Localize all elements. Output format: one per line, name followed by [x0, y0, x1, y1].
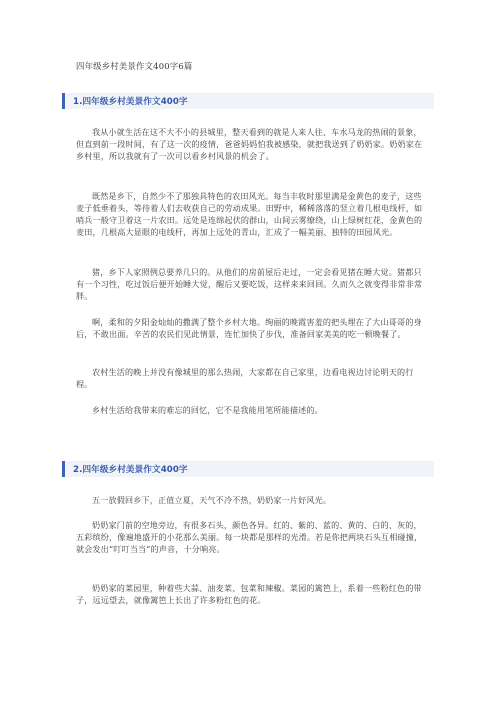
section-heading-2 — [62, 461, 434, 477]
section-heading-text: 2.四年级乡村美景作文400字 — [73, 465, 188, 475]
paragraph: 我从小就生活在这不大不小的县城里，整天看到的就是人来人往、车水马龙的热闹的景象，但直到前一段时间，有了这一次的疫情，爸爸妈妈怕我被感染，就把我送到了奶奶家。奶奶家在乡村里，所以我就有了一次可以看乡村风景的机会了。 — [76, 127, 423, 162]
section-heading-text: 1.四年级乡村美景作文400字 — [73, 97, 188, 107]
paragraph: 奶奶家的菜园里，种着些大蒜、油麦菜、包菜和辣椒。菜园的篱笆上，系着一些粉红色的带子，远远望去，就像篱笆上长出了许多粉红色的花。 — [76, 583, 422, 606]
paragraph: 猪，乡下人家照例总要养几只的。从他们的房前屋后走过，一定会看见猪在睡大觉。猪都只有一个习性，吃过饭后便开始睡大觉，醒后又要吃饭，这样来来回回。久而久之就变得非常非常胖。 — [76, 267, 423, 302]
paragraph: 奶奶家门前的空地旁边，有很多石头，颜色各异。红的、紫的、蓝的、黄的、白的、灰的，五彩缤纷，像遍地盛开的小花那么美丽。每一块都是那样的光滑。若是你把两块石头互相碰撞，就会发出“叮叮当当”的声音，十分响亮。 — [76, 520, 423, 555]
paragraph: 啊，柔和的夕阳金灿灿的撒满了整个乡村大地。绚丽的晚霞害羞的把头埋在了大山哥哥的身后，不敢出面。辛苦的农民们见此情景，连忙加快了步伐，准备回家美美的吃一顿晚餐了。 — [76, 317, 422, 340]
paragraph: 五一放假回乡下，正值立夏，天气不冷不热，奶奶家一片好风光。 — [92, 495, 332, 505]
section-heading-1 — [62, 93, 434, 109]
document-title: 四年级乡村美景作文400字6篇 — [76, 61, 193, 71]
paragraph: 既然是乡下，自然少不了那独具特色的农田风光。每当丰收时那里满是金黄色的麦子，这些麦子低垂着头，等待着人们去收获自己的劳动成果。田野中，稀稀落落的竖立着几根电线杆，如哨兵一般守卫着这一片农田。远处是连绵起伏的群山，山间云雾缭绕，山上绿树红花，金黄色的麦田，几根高大显眼的电线杆，再加上远处的青山，汇成了一幅美丽、独特的田园风光。 — [76, 191, 423, 238]
paragraph: 农村生活的晚上并没有像城里的那么热闹，大家都在自己家里，边看电视边讨论明天的行程。 — [76, 367, 414, 390]
paragraph: 乡村生活给我带来的难忘的回忆，它不是我能用笔所能描述的。 — [92, 405, 323, 415]
